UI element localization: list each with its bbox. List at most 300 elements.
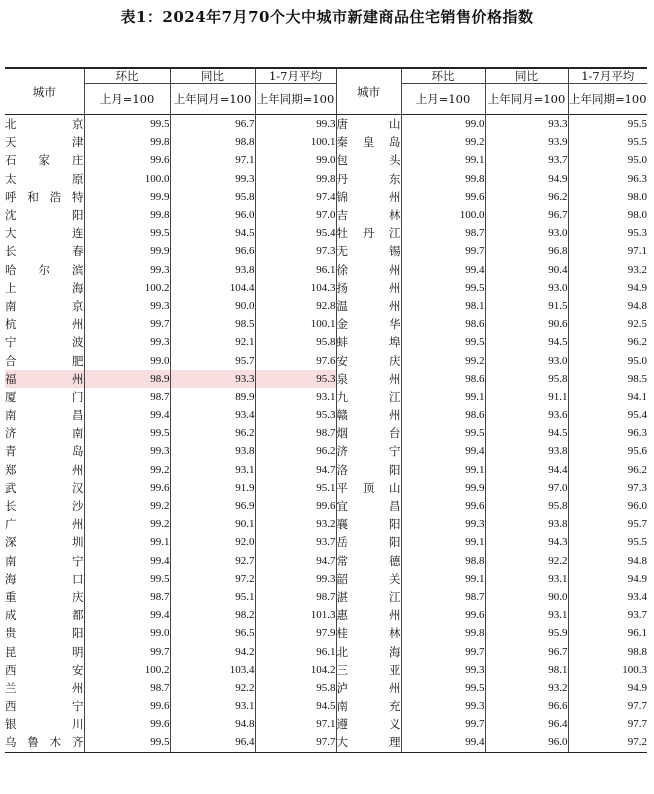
table-row (5, 406, 647, 424)
left-mom-cell: 98.7 (84, 679, 170, 697)
left-avg-cell: 96.1 (255, 261, 336, 279)
header-city: 城市 (5, 68, 84, 115)
right-city-cell: 惠州 (336, 606, 401, 624)
right-yoy-cell: 90.4 (485, 261, 568, 279)
header-avg-base-right: 上年同期=100 (568, 84, 647, 115)
table-row (5, 424, 647, 442)
left-mom-cell: 99.2 (84, 461, 170, 479)
right-city-cell: 岳阳 (336, 533, 401, 551)
right-city-cell: 南充 (336, 697, 401, 715)
right-yoy-cell: 94.3 (485, 533, 568, 551)
right-mom-cell: 99.4 (401, 442, 485, 460)
right-mom-cell: 99.9 (401, 479, 485, 497)
right-avg-cell: 100.3 (568, 661, 647, 679)
left-avg-cell: 95.4 (255, 224, 336, 242)
header-yoy: 同比 (170, 68, 255, 84)
table-row (5, 642, 647, 660)
left-mom-cell: 99.3 (84, 297, 170, 315)
left-yoy-cell: 98.5 (170, 315, 255, 333)
left-yoy-cell: 104.4 (170, 279, 255, 297)
left-mom-cell: 100.0 (84, 170, 170, 188)
right-avg-cell: 94.8 (568, 297, 647, 315)
left-city-cell: 石家庄 (5, 153, 84, 168)
right-city-cell: 济宁 (336, 442, 401, 460)
right-yoy-cell: 93.0 (485, 351, 568, 369)
right-yoy-cell: 93.8 (485, 442, 568, 460)
left-avg-cell: 95.3 (255, 406, 336, 424)
table-row (5, 515, 647, 533)
left-avg-cell: 100.1 (255, 315, 336, 333)
left-mom-cell: 99.0 (84, 624, 170, 642)
left-mom-cell: 99.8 (84, 133, 170, 151)
right-mom-cell: 99.4 (401, 261, 485, 279)
right-yoy-cell: 96.0 (485, 733, 568, 752)
left-avg-cell: 99.0 (255, 151, 336, 169)
left-avg-cell: 98.7 (255, 424, 336, 442)
left-yoy-cell: 97.1 (170, 151, 255, 169)
right-city-cell: 韶关 (336, 570, 401, 588)
right-avg-cell: 97.3 (568, 479, 647, 497)
table-row (5, 461, 647, 479)
right-yoy-cell: 95.8 (485, 370, 568, 388)
right-avg-cell: 95.6 (568, 442, 647, 460)
left-city-cell: 银川 (5, 717, 84, 732)
left-avg-cell: 97.1 (255, 715, 336, 733)
right-yoy-cell: 91.1 (485, 388, 568, 406)
right-avg-cell: 95.0 (568, 151, 647, 169)
left-city-cell: 成都 (5, 608, 84, 623)
right-city-cell: 九江 (336, 388, 401, 406)
right-mom-cell: 99.6 (401, 606, 485, 624)
right-avg-cell: 94.8 (568, 552, 647, 570)
left-mom-cell: 99.2 (84, 497, 170, 515)
right-mom-cell: 99.6 (401, 188, 485, 206)
left-mom-cell: 99.9 (84, 242, 170, 260)
left-yoy-cell: 90.1 (170, 515, 255, 533)
right-avg-cell: 95.7 (568, 515, 647, 533)
table-row (5, 370, 647, 388)
right-avg-cell: 97.7 (568, 697, 647, 715)
right-mom-cell: 98.1 (401, 297, 485, 315)
table-row (5, 188, 647, 206)
table-row (5, 715, 647, 733)
right-yoy-cell: 96.7 (485, 642, 568, 660)
table-row (5, 315, 647, 333)
left-mom-cell: 99.3 (84, 333, 170, 351)
header-yoy-right: 同比 (485, 68, 568, 84)
table-row (5, 606, 647, 624)
header-avg-right: 1-7月平均 (568, 68, 647, 84)
left-yoy-cell: 93.4 (170, 406, 255, 424)
right-city-cell: 泉州 (336, 370, 401, 388)
right-yoy-cell: 96.4 (485, 715, 568, 733)
right-mom-cell: 99.1 (401, 151, 485, 169)
left-city-cell: 西宁 (5, 699, 84, 714)
left-yoy-cell: 99.3 (170, 170, 255, 188)
right-mom-cell: 99.5 (401, 279, 485, 297)
right-avg-cell: 93.7 (568, 606, 647, 624)
left-yoy-cell: 92.0 (170, 533, 255, 551)
right-city-cell: 洛阳 (336, 461, 401, 479)
right-mom-cell: 99.1 (401, 388, 485, 406)
left-city-cell: 西安 (5, 662, 84, 677)
left-mom-cell: 99.4 (84, 406, 170, 424)
right-mom-cell: 99.7 (401, 642, 485, 660)
left-avg-cell: 97.0 (255, 206, 336, 224)
left-avg-cell: 97.6 (255, 351, 336, 369)
table-row (5, 570, 647, 588)
right-city-cell: 宜昌 (336, 497, 401, 515)
right-city-cell: 襄阳 (336, 515, 401, 533)
left-yoy-cell: 93.8 (170, 261, 255, 279)
left-mom-cell: 99.5 (84, 570, 170, 588)
left-mom-cell: 99.3 (84, 261, 170, 279)
left-mom-cell: 100.2 (84, 661, 170, 679)
left-avg-cell: 99.3 (255, 115, 336, 134)
right-avg-cell: 96.2 (568, 333, 647, 351)
left-avg-cell: 99.6 (255, 497, 336, 515)
right-yoy-cell: 93.2 (485, 679, 568, 697)
left-mom-cell: 98.7 (84, 588, 170, 606)
left-city-cell: 杭州 (5, 317, 84, 332)
right-yoy-cell: 96.6 (485, 697, 568, 715)
left-avg-cell: 92.8 (255, 297, 336, 315)
left-yoy-cell: 90.0 (170, 297, 255, 315)
header-mom-right: 环比 (401, 68, 485, 84)
left-mom-cell: 99.4 (84, 552, 170, 570)
left-yoy-cell: 89.9 (170, 388, 255, 406)
table-row (5, 697, 647, 715)
left-yoy-cell: 94.2 (170, 642, 255, 660)
table-row (5, 351, 647, 369)
left-city-cell: 武汉 (5, 480, 84, 495)
left-city-cell: 昆明 (5, 644, 84, 659)
right-mom-cell: 99.5 (401, 333, 485, 351)
left-mom-cell: 99.7 (84, 315, 170, 333)
left-avg-cell: 95.8 (255, 679, 336, 697)
table-row (5, 442, 647, 460)
left-city-cell: 长春 (5, 244, 84, 259)
header-avg: 1-7月平均 (255, 68, 336, 84)
left-yoy-cell: 92.2 (170, 679, 255, 697)
left-mom-cell: 99.2 (84, 515, 170, 533)
left-city-cell: 南京 (5, 298, 84, 313)
right-mom-cell: 98.7 (401, 224, 485, 242)
left-avg-cell: 99.3 (255, 570, 336, 588)
table-row (5, 497, 647, 515)
right-avg-cell: 98.5 (568, 370, 647, 388)
right-mom-cell: 99.7 (401, 715, 485, 733)
left-city-cell: 福州 (5, 370, 84, 388)
left-mom-cell: 99.6 (84, 479, 170, 497)
left-avg-cell: 97.4 (255, 188, 336, 206)
left-city-cell: 厦门 (5, 389, 84, 404)
left-city-cell: 贵阳 (5, 626, 84, 641)
table-row (5, 242, 647, 260)
right-mom-cell: 99.4 (401, 733, 485, 752)
right-avg-cell: 95.5 (568, 115, 647, 134)
left-mom-cell: 100.2 (84, 279, 170, 297)
right-yoy-cell: 95.8 (485, 497, 568, 515)
right-avg-cell: 94.9 (568, 570, 647, 588)
left-yoy-cell: 94.8 (170, 715, 255, 733)
left-mom-cell: 99.6 (84, 715, 170, 733)
right-mom-cell: 98.6 (401, 315, 485, 333)
table-row (5, 733, 647, 752)
right-yoy-cell: 98.1 (485, 661, 568, 679)
left-city-cell: 济南 (5, 426, 84, 441)
left-avg-cell: 94.5 (255, 697, 336, 715)
left-city-cell: 乌鲁木齐 (5, 733, 84, 752)
right-mom-cell: 99.6 (401, 497, 485, 515)
right-mom-cell: 99.8 (401, 624, 485, 642)
left-mom-cell: 99.5 (84, 115, 170, 134)
right-city-cell: 牡丹江 (336, 224, 401, 242)
right-yoy-cell: 91.5 (485, 297, 568, 315)
left-yoy-cell: 91.9 (170, 479, 255, 497)
right-city-cell: 烟台 (336, 424, 401, 442)
table-row (5, 333, 647, 351)
right-city-cell: 吉林 (336, 206, 401, 224)
right-city-cell: 遵义 (336, 715, 401, 733)
left-mom-cell: 99.0 (84, 351, 170, 369)
header-yoy-base: 上年同月=100 (170, 84, 255, 115)
right-yoy-cell: 96.2 (485, 188, 568, 206)
table-body (5, 115, 647, 753)
left-yoy-cell: 96.6 (170, 242, 255, 260)
table-row (5, 679, 647, 697)
header-mom: 环比 (84, 68, 170, 84)
left-avg-cell: 101.3 (255, 606, 336, 624)
right-yoy-cell: 94.4 (485, 461, 568, 479)
table-row (5, 479, 647, 497)
table-title: 表1：2024年7月70个大中城市新建商品住宅销售价格指数 (120, 8, 534, 26)
left-avg-cell: 99.8 (255, 170, 336, 188)
left-yoy-cell: 93.1 (170, 461, 255, 479)
right-yoy-cell: 97.0 (485, 479, 568, 497)
right-mom-cell: 99.5 (401, 424, 485, 442)
table-row (5, 297, 647, 315)
left-yoy-cell: 93.1 (170, 697, 255, 715)
right-city-cell: 丹东 (336, 170, 401, 188)
table-row (5, 151, 647, 169)
table-row (5, 224, 647, 242)
right-mom-cell: 98.8 (401, 552, 485, 570)
left-yoy-cell: 96.0 (170, 206, 255, 224)
left-mom-cell: 99.6 (84, 697, 170, 715)
right-avg-cell: 96.1 (568, 624, 647, 642)
left-yoy-cell: 96.4 (170, 733, 255, 752)
table-row (5, 588, 647, 606)
left-mom-cell: 99.5 (84, 224, 170, 242)
left-mom-cell: 99.1 (84, 533, 170, 551)
right-city-cell: 常德 (336, 552, 401, 570)
right-mom-cell: 99.3 (401, 661, 485, 679)
left-city-cell: 上海 (5, 280, 84, 295)
left-avg-cell: 98.7 (255, 588, 336, 606)
left-city-cell: 沈阳 (5, 208, 84, 223)
right-city-cell: 无锡 (336, 242, 401, 260)
right-avg-cell: 98.8 (568, 642, 647, 660)
left-city-cell: 深圳 (5, 535, 84, 550)
right-yoy-cell: 94.5 (485, 333, 568, 351)
left-avg-cell: 97.3 (255, 242, 336, 260)
right-city-cell: 北海 (336, 642, 401, 660)
left-city-cell: 呼和浩特 (5, 189, 84, 204)
right-yoy-cell: 93.6 (485, 406, 568, 424)
right-city-cell: 金华 (336, 315, 401, 333)
left-yoy-cell: 96.2 (170, 424, 255, 442)
right-mom-cell: 98.6 (401, 406, 485, 424)
left-yoy-cell: 95.8 (170, 188, 255, 206)
right-yoy-cell: 93.7 (485, 151, 568, 169)
table-row (5, 170, 647, 188)
left-avg-cell: 95.8 (255, 333, 336, 351)
right-city-cell: 锦州 (336, 188, 401, 206)
right-avg-cell: 92.5 (568, 315, 647, 333)
left-avg-cell: 94.7 (255, 461, 336, 479)
left-yoy-cell: 95.7 (170, 351, 255, 369)
table-row (5, 133, 647, 151)
right-city-cell: 包头 (336, 151, 401, 169)
right-mom-cell: 99.0 (401, 115, 485, 134)
left-city-cell: 青岛 (5, 444, 84, 459)
left-city-cell: 太原 (5, 171, 84, 186)
right-yoy-cell: 90.6 (485, 315, 568, 333)
right-yoy-cell: 93.1 (485, 570, 568, 588)
right-mom-cell: 99.8 (401, 170, 485, 188)
left-city-cell: 宁波 (5, 335, 84, 350)
right-mom-cell: 99.2 (401, 351, 485, 369)
right-yoy-cell: 93.1 (485, 606, 568, 624)
table-row (5, 115, 647, 134)
right-mom-cell: 99.1 (401, 570, 485, 588)
right-avg-cell: 93.4 (568, 588, 647, 606)
right-yoy-cell: 94.9 (485, 170, 568, 188)
left-yoy-cell: 95.1 (170, 588, 255, 606)
left-city-cell: 大连 (5, 226, 84, 241)
left-city-cell: 天津 (5, 135, 84, 150)
table-row (5, 261, 647, 279)
left-yoy-cell: 96.9 (170, 497, 255, 515)
right-avg-cell: 98.0 (568, 206, 647, 224)
left-mom-cell: 98.9 (84, 370, 170, 388)
right-city-cell: 徐州 (336, 261, 401, 279)
left-mom-cell: 98.7 (84, 388, 170, 406)
left-city-cell: 合肥 (5, 353, 84, 368)
left-mom-cell: 99.6 (84, 151, 170, 169)
right-yoy-cell: 93.9 (485, 133, 568, 151)
left-city-cell: 广州 (5, 517, 84, 532)
left-city-cell: 南宁 (5, 553, 84, 568)
left-mom-cell: 99.4 (84, 606, 170, 624)
left-city-cell: 兰州 (5, 680, 84, 695)
header-yoy-base-right: 上年同月=100 (485, 84, 568, 115)
left-city-cell: 哈尔滨 (5, 262, 84, 277)
left-yoy-cell: 98.2 (170, 606, 255, 624)
right-avg-cell: 95.0 (568, 351, 647, 369)
price-index-table (5, 67, 647, 753)
right-yoy-cell: 93.3 (485, 115, 568, 134)
left-mom-cell: 99.9 (84, 188, 170, 206)
right-mom-cell: 99.2 (401, 133, 485, 151)
right-avg-cell: 95.5 (568, 133, 647, 151)
left-avg-cell: 93.1 (255, 388, 336, 406)
right-mom-cell: 100.0 (401, 206, 485, 224)
table-header (5, 68, 647, 115)
left-mom-cell: 99.3 (84, 442, 170, 460)
left-avg-cell: 97.9 (255, 624, 336, 642)
right-city-cell: 温州 (336, 297, 401, 315)
right-avg-cell: 98.0 (568, 188, 647, 206)
table-row (5, 388, 647, 406)
left-yoy-cell: 92.7 (170, 552, 255, 570)
header-mom-base-right: 上月=100 (401, 84, 485, 115)
right-mom-cell: 99.5 (401, 679, 485, 697)
left-avg-cell: 96.1 (255, 642, 336, 660)
table-row (5, 552, 647, 570)
left-mom-cell: 99.7 (84, 642, 170, 660)
left-mom-cell: 99.8 (84, 206, 170, 224)
right-avg-cell: 96.2 (568, 461, 647, 479)
right-city-cell: 唐山 (336, 115, 401, 134)
left-yoy-cell: 94.5 (170, 224, 255, 242)
right-mom-cell: 99.3 (401, 515, 485, 533)
right-city-cell: 赣州 (336, 406, 401, 424)
left-mom-cell: 99.5 (84, 733, 170, 752)
left-avg-cell: 95.1 (255, 479, 336, 497)
left-city-cell: 南昌 (5, 408, 84, 423)
right-avg-cell: 96.0 (568, 497, 647, 515)
right-yoy-cell: 95.9 (485, 624, 568, 642)
left-yoy-cell: 96.5 (170, 624, 255, 642)
right-city-cell: 桂林 (336, 624, 401, 642)
left-yoy-cell: 96.7 (170, 115, 255, 134)
right-city-cell: 秦皇岛 (336, 133, 401, 151)
table-row (5, 624, 647, 642)
right-city-cell: 安庆 (336, 351, 401, 369)
right-yoy-cell: 93.8 (485, 515, 568, 533)
right-yoy-cell: 96.8 (485, 242, 568, 260)
left-avg-cell: 93.7 (255, 533, 336, 551)
right-avg-cell: 93.2 (568, 261, 647, 279)
right-mom-cell: 99.7 (401, 242, 485, 260)
right-avg-cell: 97.7 (568, 715, 647, 733)
right-mom-cell: 99.1 (401, 461, 485, 479)
left-mom-cell: 99.5 (84, 424, 170, 442)
left-yoy-cell: 97.2 (170, 570, 255, 588)
left-avg-cell: 96.2 (255, 442, 336, 460)
right-yoy-cell: 96.7 (485, 206, 568, 224)
right-avg-cell: 94.9 (568, 279, 647, 297)
right-yoy-cell: 94.5 (485, 424, 568, 442)
left-yoy-cell: 98.8 (170, 133, 255, 151)
left-city-cell: 重庆 (5, 589, 84, 604)
right-city-cell: 三亚 (336, 661, 401, 679)
left-avg-cell: 93.2 (255, 515, 336, 533)
right-yoy-cell: 93.0 (485, 279, 568, 297)
right-avg-cell: 97.2 (568, 733, 647, 752)
header-mom-base: 上月=100 (84, 84, 170, 115)
table-row (5, 661, 647, 679)
left-city-cell: 郑州 (5, 462, 84, 477)
right-avg-cell: 95.3 (568, 224, 647, 242)
right-avg-cell: 94.9 (568, 679, 647, 697)
left-avg-cell: 95.3 (255, 370, 336, 388)
right-city-cell: 湛江 (336, 588, 401, 606)
left-avg-cell: 100.1 (255, 133, 336, 151)
right-avg-cell: 95.5 (568, 533, 647, 551)
